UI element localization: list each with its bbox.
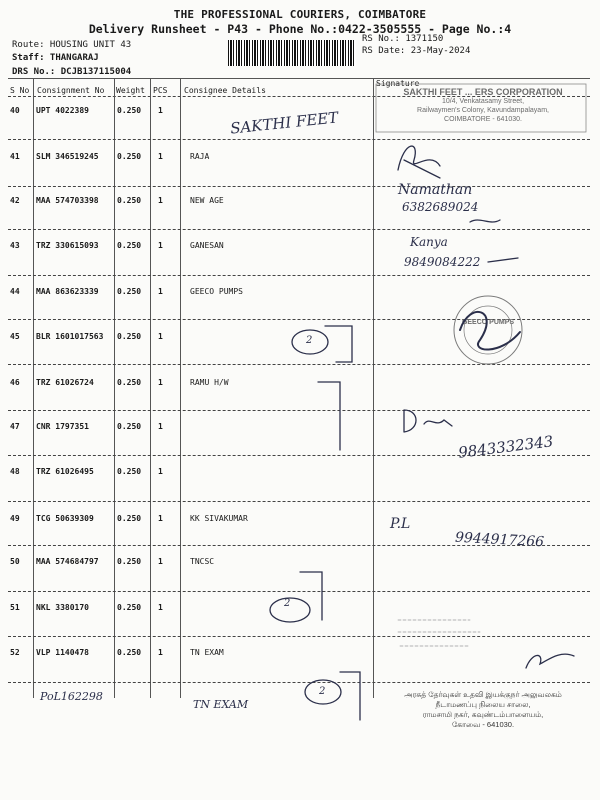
row-sno: 51 <box>10 603 20 612</box>
col-header-consignment: Consignment No <box>37 86 105 95</box>
handwritten-initials: P.L <box>390 516 411 532</box>
row-weight: 0.250 <box>117 648 142 657</box>
row-pcs: 1 <box>158 106 163 115</box>
circle-mark <box>292 330 328 354</box>
row-pcs: 1 <box>158 603 163 612</box>
signature-mark <box>460 312 520 350</box>
row-consignment: MAA 574684797 <box>36 557 99 566</box>
row-sno: 46 <box>10 378 20 387</box>
row-consignment: VLP 1140478 <box>36 648 89 657</box>
row-weight: 0.250 <box>117 332 142 341</box>
row-consignment: SLM 346519245 <box>36 152 99 161</box>
row-consignee: TN EXAM <box>190 648 224 657</box>
row-consignee: NEW AGE <box>190 196 224 205</box>
stamp-line: கோவை - 641030. <box>451 720 515 729</box>
stamp-line: SAKTHI FEET ... ERS CORPORATION <box>403 87 563 97</box>
row-weight: 0.250 <box>117 241 142 250</box>
row-consignee: GEECO PUMPS <box>190 287 243 296</box>
row-pcs: 1 <box>158 467 163 476</box>
handwritten-namathan: Namathan <box>398 182 473 198</box>
handwritten-circled-2: 2 <box>284 598 291 609</box>
circle-mark <box>305 680 341 704</box>
row-sno: 43 <box>10 241 20 250</box>
handwritten-phone: 6382689024 <box>402 200 479 214</box>
handwritten-sakthi: SAKTHI FEET <box>229 108 340 138</box>
row-weight: 0.250 <box>117 557 142 566</box>
row-consignment: BLR 1601017563 <box>36 332 104 341</box>
row-pcs: 1 <box>158 378 163 387</box>
row-consignee: GANESAN <box>190 241 224 250</box>
row-consignment: MAA 574703398 <box>36 196 99 205</box>
bracket-mark <box>325 326 352 362</box>
row-pcs: 1 <box>158 241 163 250</box>
handwritten-tn-exam: TN EXAM <box>193 698 249 711</box>
bracket-mark <box>300 572 322 620</box>
row-weight: 0.250 <box>117 287 142 296</box>
row-weight: 0.250 <box>117 378 142 387</box>
stamp-line: நீடாமணப்பு நிலைய சாலை, <box>435 700 531 709</box>
row-sno: 42 <box>10 196 20 205</box>
row-weight: 0.250 <box>117 152 142 161</box>
row-pcs: 1 <box>158 287 163 296</box>
row-sno: 48 <box>10 467 20 476</box>
stamp-line: 10/4, Venkatasamy Street, <box>441 98 525 105</box>
signature-mark <box>470 220 500 222</box>
signature-mark <box>488 258 518 262</box>
row-sno: 45 <box>10 332 20 341</box>
row-weight: 0.250 <box>117 514 142 523</box>
handwritten-phone: 9944917266 <box>454 529 545 551</box>
row-sno: 40 <box>10 106 20 115</box>
row-weight: 0.250 <box>117 603 142 612</box>
row-consignment: TCG 50639309 <box>36 514 94 523</box>
row-consignee: KK SIVAKUMAR <box>190 514 248 523</box>
row-weight: 0.250 <box>117 422 142 431</box>
row-pcs: 1 <box>158 514 163 523</box>
handwritten-kanya: Kanya <box>410 235 448 249</box>
signature-mark <box>404 410 452 432</box>
rs-number: RS No.: 1371150 <box>362 34 444 44</box>
row-consignment: TRZ 61026495 <box>36 467 94 476</box>
row-consignee: RAJA <box>190 152 210 161</box>
row-consignment: NKL 3380170 <box>36 603 89 612</box>
row-consignment: MAA 863623339 <box>36 287 99 296</box>
row-sno: 49 <box>10 514 20 523</box>
row-sno: 47 <box>10 422 20 431</box>
row-pcs: 1 <box>158 332 163 341</box>
stamp-border <box>376 84 586 132</box>
geeco-stamp-label: GEECO PUMPS <box>461 319 515 326</box>
signature-mark <box>398 146 440 170</box>
row-weight: 0.250 <box>117 106 142 115</box>
signature-mark <box>526 654 574 668</box>
col-header-pcs: PCS <box>153 86 168 95</box>
row-sno: 50 <box>10 557 20 566</box>
col-header-sno: S No <box>10 86 30 95</box>
row-consignment: CNR 1797351 <box>36 422 89 431</box>
row-pcs: 1 <box>158 422 163 431</box>
handwritten-phone: 9849084222 <box>404 255 481 269</box>
rs-date: RS Date: 23-May-2024 <box>362 46 471 56</box>
drs-number: DRS No.: DCJB137115004 <box>12 67 132 77</box>
col-header-consignee: Consignee Details <box>184 86 266 95</box>
stamp-line: COIMBATORE - 641030. <box>444 116 522 123</box>
circle-mark <box>270 598 310 622</box>
stamp-line: அரசுத் தேர்வுகள் உதவி இயக்குநர் அலுவலகம் <box>404 690 562 699</box>
bracket-mark <box>340 672 360 720</box>
handwritten-phone: 9843332343 <box>457 432 555 462</box>
row-weight: 0.250 <box>117 467 142 476</box>
runsheet-subtitle: Delivery Runsheet - P43 - Phone No.:0422-3505555 - Page No.:4 <box>88 22 512 36</box>
row-consignee: RAMU H/W <box>190 378 229 387</box>
signature-mark <box>404 160 440 178</box>
row-sno: 41 <box>10 152 20 161</box>
stamp-line: ராமசாமி நகர், கவுண்டம்பாளையம், <box>422 710 544 719</box>
staff-label: Staff: THANGARAJ <box>12 53 99 63</box>
row-pcs: 1 <box>158 152 163 161</box>
row-consignee: TNCSC <box>190 557 215 566</box>
row-pcs: 1 <box>158 196 163 205</box>
handwritten-circled-2: 2 <box>319 686 326 697</box>
row-consignment: TRZ 330615093 <box>36 241 99 250</box>
row-weight: 0.250 <box>117 196 142 205</box>
row-sno: 52 <box>10 648 20 657</box>
row-consignment: TRZ 61026724 <box>36 378 94 387</box>
stamp-line: Railwaymen's Colony, Kavundampalayam, <box>417 107 549 114</box>
col-header-signature: Signature <box>376 79 420 88</box>
faint-stamp <box>398 620 480 646</box>
company-title: THE PROFESSIONAL COURIERS, COIMBATORE <box>173 8 427 21</box>
handwritten-reference: PoL162298 <box>40 690 103 703</box>
route-label: Route: HOUSING UNIT 43 <box>12 40 132 50</box>
row-sno: 44 <box>10 287 20 296</box>
bracket-mark <box>318 382 340 450</box>
row-consignment: UPT 4022389 <box>36 106 89 115</box>
handwritten-circled-2: 2 <box>306 335 313 346</box>
row-pcs: 1 <box>158 557 163 566</box>
col-header-weight: Weight <box>116 86 145 95</box>
row-pcs: 1 <box>158 648 163 657</box>
